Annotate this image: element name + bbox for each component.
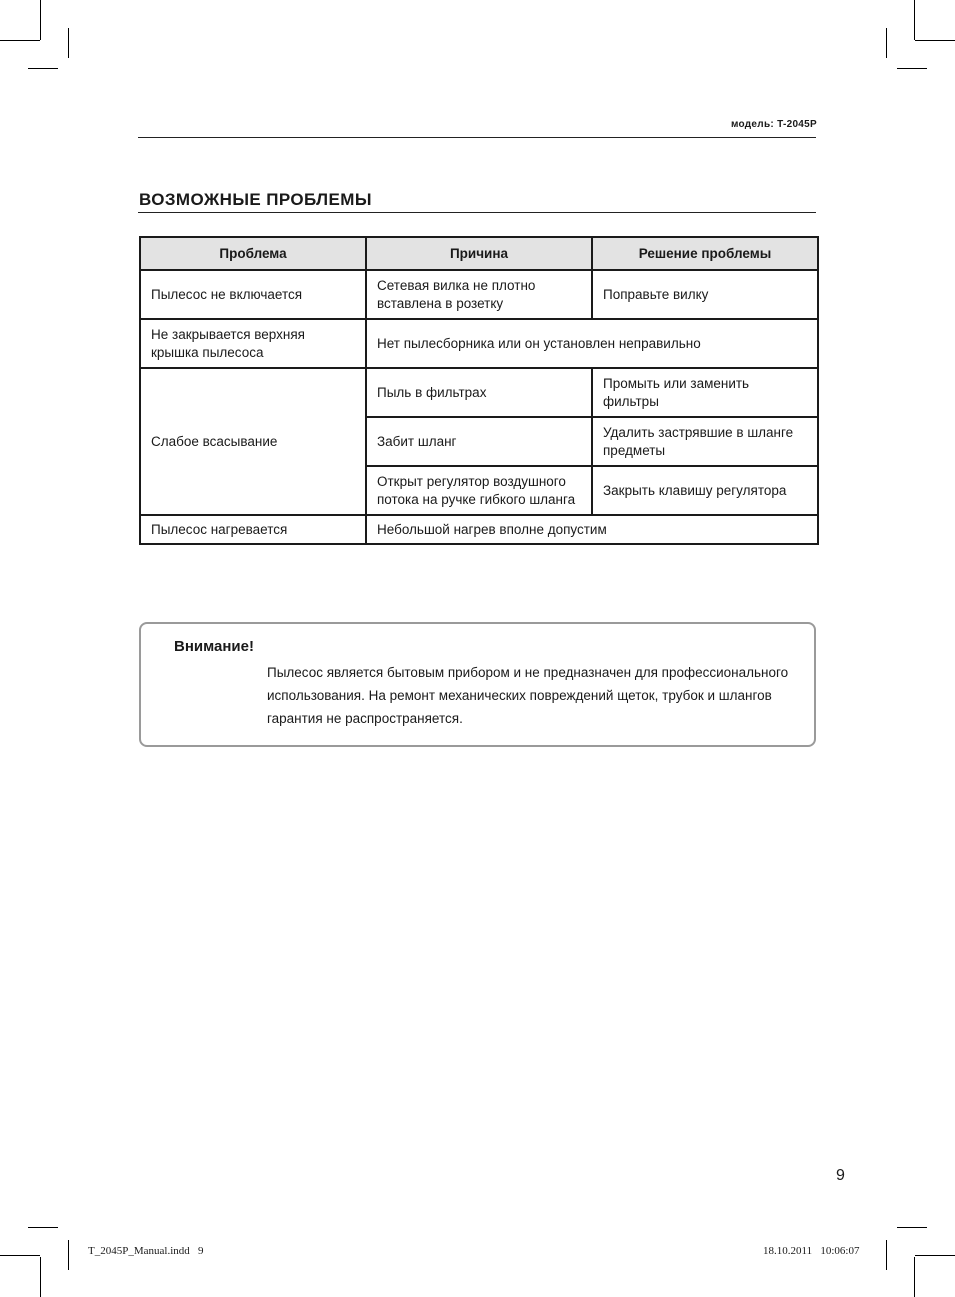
print-slug-file: T_2045P_Manual.indd 9	[88, 1245, 204, 1257]
cause-cell: Пыль в фильтрах	[366, 368, 592, 417]
crop-mark	[914, 0, 915, 40]
cause-cell: Забит шланг	[366, 417, 592, 466]
cause-cell: Сетевая вилка не плотно вставлена в розетку	[366, 270, 592, 319]
problem-cell: Пылесос не включается	[140, 270, 366, 319]
model-label: модель: T-2045P	[730, 119, 817, 130]
crop-mark	[40, 0, 41, 40]
crop-mark	[915, 1255, 955, 1256]
solution-cell: Удалить застрявшие в шланге предметы	[592, 417, 818, 466]
cause-solution-cell: Нет пылесборника или он установлен неправильно	[366, 319, 818, 368]
solution-cell: Закрыть клавишу регулятора	[592, 466, 818, 515]
crop-mark	[0, 40, 40, 41]
crop-mark	[28, 1227, 58, 1228]
section-divider	[138, 212, 816, 213]
crop-mark	[886, 1240, 887, 1270]
header-cause: Причина	[366, 237, 592, 270]
crop-mark	[886, 28, 887, 58]
crop-mark	[68, 1240, 69, 1270]
print-slug-date: 18.10.2011 10:06:07	[763, 1245, 860, 1257]
table-row	[140, 368, 818, 417]
crop-mark	[0, 1255, 40, 1256]
header-problem: Проблема	[140, 237, 366, 270]
crop-mark	[915, 40, 955, 41]
crop-mark	[68, 28, 69, 58]
troubleshooting-table	[139, 236, 819, 545]
problem-cell: Не закрывается верхняя крышка пылесоса	[140, 319, 366, 368]
cause-solution-cell: Небольшой нагрев вполне допустим	[366, 515, 818, 544]
crop-mark	[897, 68, 927, 69]
warning-title: Внимание!	[174, 638, 254, 655]
crop-mark	[40, 1257, 41, 1297]
section-title: ВОЗМОЖНЫЕ ПРОБЛЕМЫ	[139, 190, 372, 209]
warning-text: Пылесос является бытовым прибором и не предназначен для профессионального использования. На ремонт механических повреждений щеток, трубок и шлангов гарантия не распространяется.	[267, 665, 789, 726]
warning-note	[139, 622, 816, 747]
crop-mark	[28, 68, 58, 69]
table-row	[140, 515, 818, 544]
problem-cell: Пылесос нагревается	[140, 515, 366, 544]
crop-mark	[914, 1257, 915, 1297]
crop-mark	[897, 1227, 927, 1228]
page-number: 9	[836, 1167, 845, 1184]
cause-cell: Открыт регулятор воздушного потока на ручке гибкого шланга	[366, 466, 592, 515]
solution-cell: Поправьте вилку	[592, 270, 818, 319]
table-header-row	[140, 237, 818, 270]
problem-cell: Слабое всасывание	[140, 368, 366, 515]
table-row	[140, 319, 818, 368]
table-row	[140, 270, 818, 319]
solution-cell: Промыть или заменить фильтры	[592, 368, 818, 417]
header-divider	[138, 137, 816, 138]
header-solution: Решение проблемы	[592, 237, 818, 270]
